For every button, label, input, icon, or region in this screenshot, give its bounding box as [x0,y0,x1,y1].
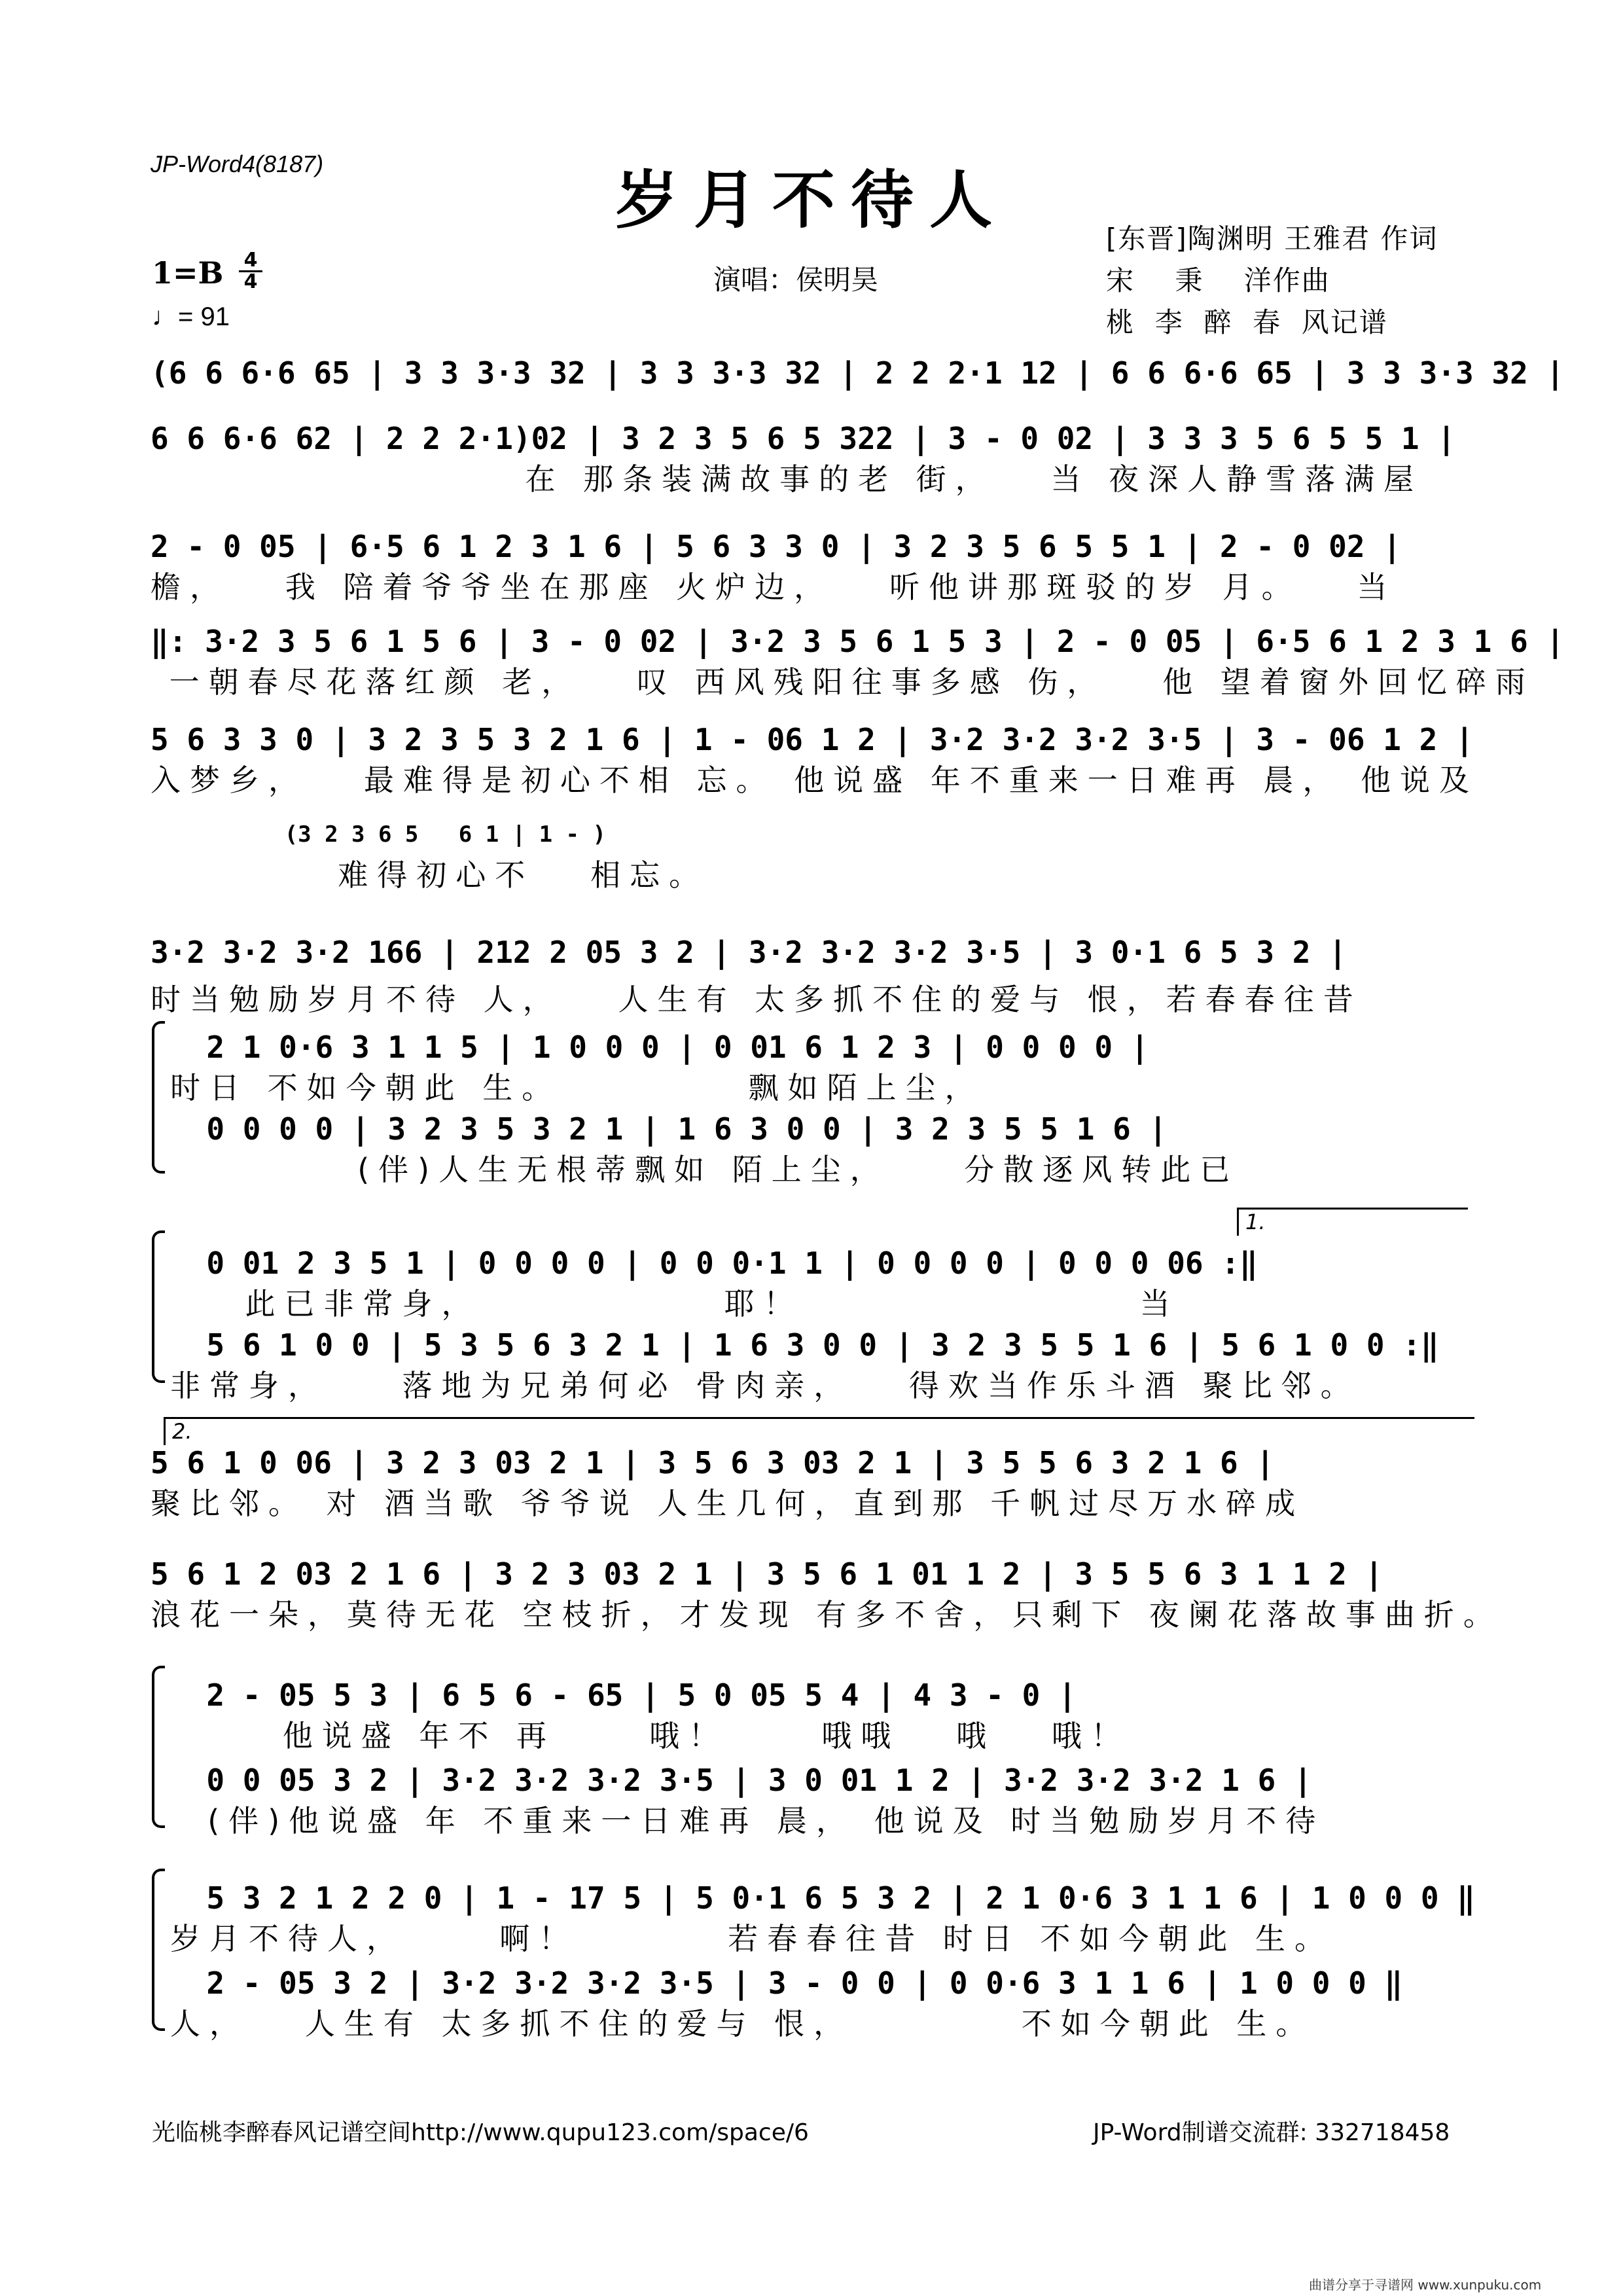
lyric: 时当勉励岁月不待 人， 人生有 太多抓不住的爱与 恨，若春春往昔 [151,982,1363,1017]
score-line-2 [151,419,1472,497]
score-line-10 [151,1443,1472,1521]
lyric: 人， 人生有 太多抓不住的爱与 恨， 不如今朝此 生。 [170,2006,1315,2041]
notation: 6 6 6·6 62 | 2 2 2·1)02 | 3 2 3 5 6 5 322 | 3 - 0 02 | 3 3 3 5 6 5 5 1 | [151,421,1455,456]
notation: 5 3 2 1 2 2 0 | 1 - 17 5 | 5 0·1 6 5 3 2 | 2 1 0·6 3 1 1 6 | 1 0 0 0 ‖ [170,1880,1475,1916]
notation: 2 1 0·6 3 1 1 5 | 1 0 0 0 | 0 01 6 1 2 3 | 0 0 0 0 | [170,1030,1149,1065]
notation: 5 6 1 0 0 | 5 3 5 6 3 2 1 | 1 6 3 0 0 | 3 2 3 5 5 1 6 | 5 6 1 0 0 :‖ [170,1327,1439,1363]
score-line-12-lower [170,1761,1492,1839]
notation: 2 - 0 05 | 6·5 6 1 2 3 1 6 | 5 6 3 3 0 | 3 2 3 5 6 5 5 1 | 2 - 0 02 | [151,529,1401,564]
lyric: 他说盛 年不 再 哦！ 哦哦 哦 哦！ [170,1718,1130,1753]
notation: 5 6 1 2 03 2 1 6 | 3 2 3 03 2 1 | 3 5 6 1 01 1 2 | 3 5 5 6 3 1 1 2 | [151,1556,1383,1592]
footer-link-text: 光临桃李醉春风记谱空间http://www.qupu123.com/space/6 [152,2119,809,2146]
time-top: 4 [243,249,258,272]
lyric: 入梦乡， 最难得是初心不相 忘。 他说盛 年不重来一日难再 晨， 他说及 [151,762,1478,798]
key-signature: 1=B [152,255,224,291]
score-line-5 [151,720,1478,798]
score-line-8-upper [170,1028,1492,1105]
notation: 5 6 1 0 06 | 3 2 3 03 2 1 | 3 5 6 3 03 2 1 | 3 5 5 6 3 2 1 6 | [151,1445,1275,1480]
notation: 0 01 2 3 5 1 | 0 0 0 0 | 0 0 0·1 1 | 0 0 0 0 | 0 0 0 06 :‖ [170,1246,1258,1281]
lyric: 非常身， 落地为兄弟何必 骨肉亲， 得欢当作乐斗酒 聚比邻。 [170,1368,1360,1403]
lyric: (伴)他说盛 年 不重来一日难再 晨， 他说及 时当勉励岁月不待 [170,1803,1325,1839]
system-brace [152,1666,165,1828]
notation: (3 2 3 6 5 6 1 | 1 - ) [151,821,606,848]
score-line-4 [151,622,1565,700]
time-bottom: 4 [243,270,258,293]
footer-group-text: JP-Word制谱交流群: 332718458 [1093,2119,1450,2146]
first-ending: 1. [1237,1208,1468,1236]
lyric: 聚比邻。 对 酒当歌 爷爷说 人生几何，直到那 千帆过尽万水碎成 [151,1486,1305,1521]
lyric: 在 那条装满故事的老 街， 当 夜深人静雪落满屋 [151,461,1423,497]
singer-credit: 演唱：侯明昊 [713,264,879,296]
score-line-11 [151,1554,1503,1632]
lyric: 一朝春尽花落红颜 老， 叹 西风残阳往事多感 伤， 他 望着窗外回忆碎雨 [151,664,1535,700]
system-brace [152,1869,165,2031]
lyric: 岁月不待人， 啊！ 若春春往昔 时日 不如今朝此 生。 [170,1921,1334,1956]
notation: ‖: 3·2 3 5 6 1 5 6 | 3 - 0 02 | 3·2 3 5 6 1 5 3 | 2 - 0 05 | 6·5 6 1 2 3 1 6 | [151,624,1565,659]
tempo-marking: ♩= 91 [152,302,230,331]
notation: 5 6 3 3 0 | 3 2 3 5 3 2 1 6 | 1 - 06 1 2 | 3·2 3·2 3·2 3·5 | 3 - 06 1 2 | [151,722,1474,757]
second-ending: 2. [164,1417,1474,1445]
score-line-12-upper [170,1676,1492,1753]
score-line-9-lower [170,1325,1492,1403]
lyric: 此已非常身， 耶！ 当 [170,1286,1179,1321]
lyricist-credit: [东晋]陶渊明 王雅君 作词 [1106,223,1438,255]
lyric: 檐， 我 陪着爷爷坐在那座 火炉边， 听他讲那斑驳的岁 月。 当 [151,569,1397,605]
system-brace [152,1021,165,1174]
notation: 0 0 05 3 2 | 3·2 3·2 3·2 3·5 | 3 0 01 1 2 | 3·2 3·2 3·2 1 6 | [170,1763,1312,1798]
time-signature [239,251,262,292]
song-title: 岁月不待人 [615,164,1008,237]
score-line-13-lower [170,1964,1492,2041]
lyric: 浪花一朵，莫待无花 空枝折，才发现 有多不舍，只剩下 夜阑花落故事曲折。 [151,1597,1503,1632]
notation: 3·2 3·2 3·2 166 | 212 2 05 3 2 | 3·2 3·2 3·2 3·5 | 3 0·1 6 5 3 2 | [151,935,1347,970]
watermark: 曲谱分享于寻谱网 www.xunpuku.com [1309,2277,1542,2293]
score-line-9-upper [170,1244,1492,1321]
lyric: (伴)人生无根蒂飘如 陌上尘， 分散逐风转此已 [170,1152,1240,1187]
score-line-8-lower [170,1109,1492,1187]
software-label: JP-Word4(8187) [151,151,324,177]
lyric: 时日 不如今朝此 生。 飘如陌上尘， [170,1070,984,1105]
transcriber-credit: 桃 李 醉 春 风记谱 [1106,306,1388,338]
lyric: 难得初心不 相忘。 [151,857,709,893]
author-credits [1106,218,1438,344]
system-brace [152,1230,165,1383]
notation: 2 - 05 3 2 | 3·2 3·2 3·2 3·5 | 3 - 0 0 | 0 0·6 3 1 1 6 | 1 0 0 0 ‖ [170,1965,1403,2001]
score-line-6 [151,815,1472,893]
composer-credit: 宋 秉 洋作曲 [1106,264,1330,296]
score-line-7 [151,933,1472,1017]
score-line-1 [151,353,1565,406]
notation: 2 - 05 5 3 | 6 5 6 - 65 | 5 0 05 5 4 | 4 3 - 0 | [170,1677,1077,1713]
score-line-3 [151,527,1472,605]
score-line-13-upper [170,1878,1492,1956]
notation: 0 0 0 0 | 3 2 3 5 3 2 1 | 1 6 3 0 0 | 3 2 3 5 5 1 6 | [170,1111,1168,1147]
notation: (6 6 6·6 65 | 3 3 3·3 32 | 3 3 3·3 32 | 2 2 2·1 12 | 6 6 6·6 65 | 3 3 3·3 32 | [151,355,1565,391]
